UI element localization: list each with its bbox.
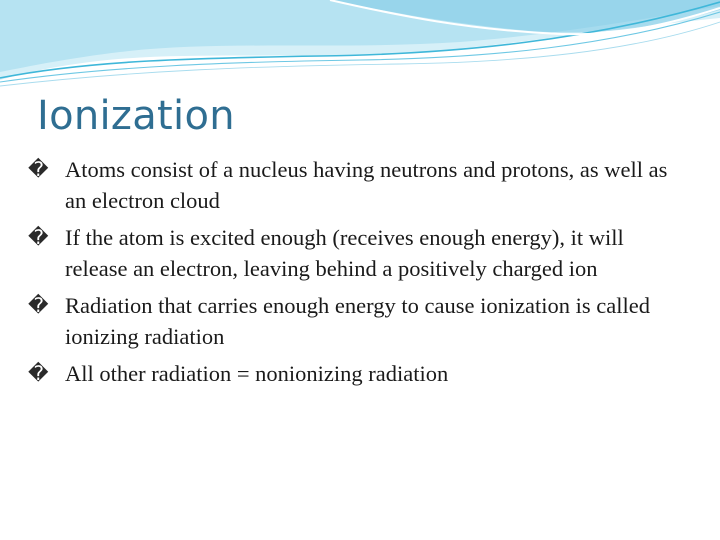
bullet-marker-glyph: � [28,225,49,249]
bullet-item [28,222,678,284]
bullet-text: All other radiation = nonionizing radiation [65,361,449,386]
bullet-list [28,154,678,395]
bullet-marker-glyph: � [28,157,49,181]
bullet-item [28,154,678,216]
bullet-text: Radiation that carries enough energy to cause ionization is called ionizing radiation [65,293,651,349]
bullet-marker-glyph: � [28,293,49,317]
bullet-text: Atoms consist of a nucleus having neutrons and protons, as well as an electron cloud [65,157,668,213]
bullet-item [28,358,678,389]
bullet-marker-glyph: � [28,361,49,385]
slide-title: Ionization [37,93,235,139]
wave-header-decoration [0,0,720,90]
bullet-item [28,290,678,352]
bullet-text: If the atom is excited enough (receives enough energy), it will release an electron, leaving behind a positively charged ion [65,225,624,281]
